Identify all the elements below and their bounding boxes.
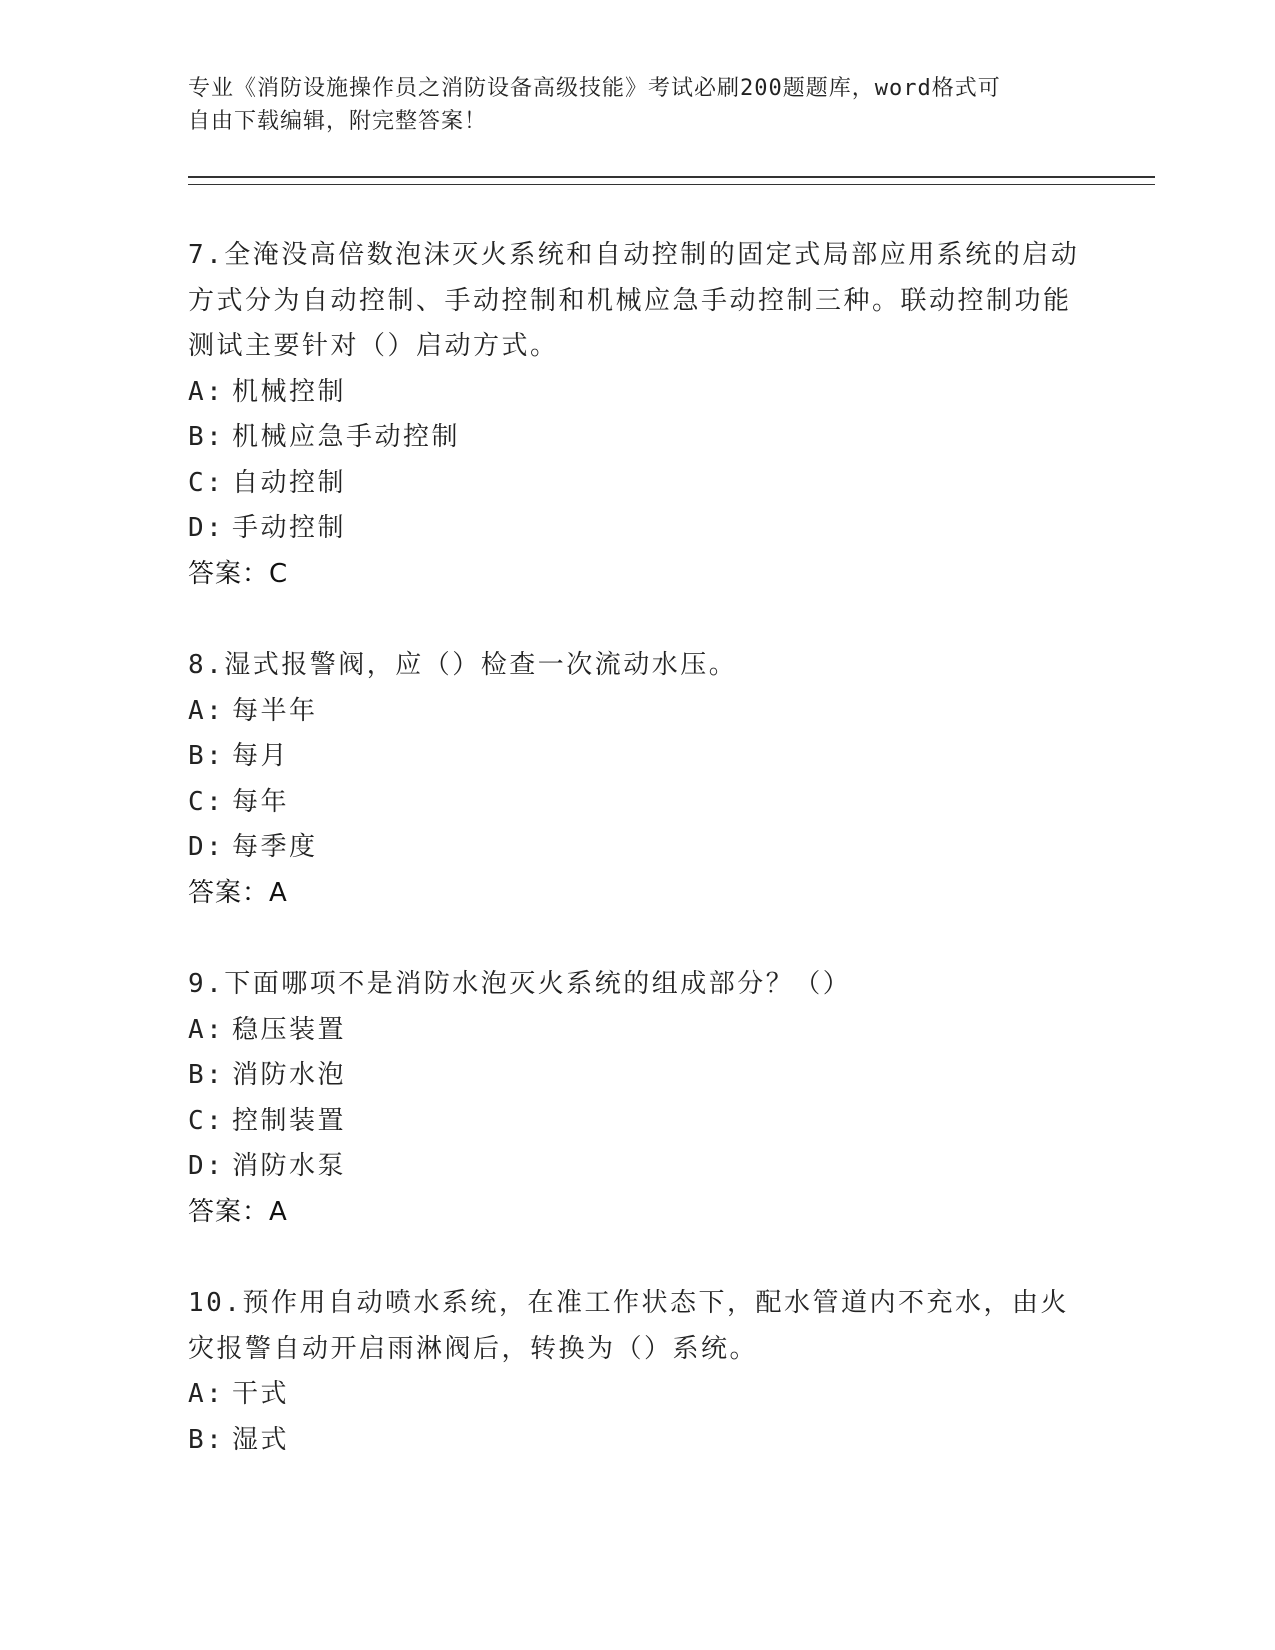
option-letter: A: <box>188 376 225 407</box>
option-text: 每月 <box>232 741 290 771</box>
answer-label: 答案：A <box>188 1196 288 1227</box>
option-text: 机械控制 <box>232 376 347 407</box>
answer-label: 答案：C <box>188 558 289 589</box>
option-text: 每季度 <box>232 832 318 862</box>
option-letter: D: <box>188 832 225 862</box>
question-9 <box>188 962 1088 1235</box>
option-letter: D: <box>188 1151 225 1181</box>
option-text: 自动控制 <box>232 467 347 498</box>
option-text: 手动控制 <box>232 513 347 543</box>
option-letter: D: <box>188 513 225 543</box>
question-text: 7.全淹没高倍数泡沫灭火系统和自动控制的固定式局部应用系统的启动方式分为自动控制、手动控制和机械应急手动控制三种。联动控制功能测试主要针对（）启动方式。 <box>188 240 1080 361</box>
option-text: 稳压装置 <box>232 1014 347 1045</box>
question-text: 10.预作用自动喷水系统，在准工作状态下，配水管道内不充水，由火灾报警自动开启雨淋阀后，转换为（）系统。 <box>188 1288 1069 1364</box>
option-a <box>188 370 1088 416</box>
option-text: 每年 <box>232 786 290 817</box>
option-letter: B: <box>188 1060 225 1090</box>
option-b <box>188 734 1088 780</box>
option-b <box>188 415 1088 461</box>
option-letter: B: <box>188 741 225 771</box>
question-text: 8.湿式报警阀，应（）检查一次流动水压。 <box>188 650 738 680</box>
option-letter: A: <box>188 1379 225 1409</box>
option-d <box>188 506 1088 552</box>
option-letter: C: <box>188 1105 225 1136</box>
option-a <box>188 1372 1088 1418</box>
option-b <box>188 1053 1088 1099</box>
option-letter: A: <box>188 695 225 726</box>
option-text: 控制装置 <box>232 1105 347 1136</box>
question-text: 9.下面哪项不是消防水泡灭火系统的组成部分？（） <box>188 969 852 999</box>
option-a <box>188 1008 1088 1054</box>
answer-label: 答案：A <box>188 877 288 908</box>
option-letter: C: <box>188 786 225 817</box>
option-text: 每半年 <box>232 695 318 726</box>
option-letter: A: <box>188 1014 225 1045</box>
option-text: 干式 <box>232 1379 290 1409</box>
header-line-2: 自由下载编辑，附完整答案！ <box>188 109 488 134</box>
header-line-1: 专业《消防设施操作员之消防设备高级技能》考试必刷200题题库，word格式可 <box>188 76 1001 101</box>
option-text: 消防水泵 <box>232 1151 347 1181</box>
option-text: 消防水泡 <box>232 1060 347 1090</box>
question-7 <box>188 233 1088 597</box>
option-d <box>188 1144 1088 1190</box>
option-text: 机械应急手动控制 <box>232 422 461 452</box>
option-letter: C: <box>188 467 225 498</box>
question-8 <box>188 643 1088 916</box>
option-c <box>188 780 1088 826</box>
option-c <box>188 1099 1088 1145</box>
option-a <box>188 689 1088 735</box>
option-c <box>188 461 1088 507</box>
header-divider <box>188 176 1155 185</box>
option-letter: B: <box>188 1424 225 1455</box>
option-d <box>188 825 1088 871</box>
document-header <box>188 72 1068 138</box>
question-10 <box>188 1281 1088 1463</box>
option-b <box>188 1418 1088 1464</box>
option-text: 湿式 <box>232 1424 290 1455</box>
option-letter: B: <box>188 422 225 452</box>
question-list <box>188 233 1088 1509</box>
